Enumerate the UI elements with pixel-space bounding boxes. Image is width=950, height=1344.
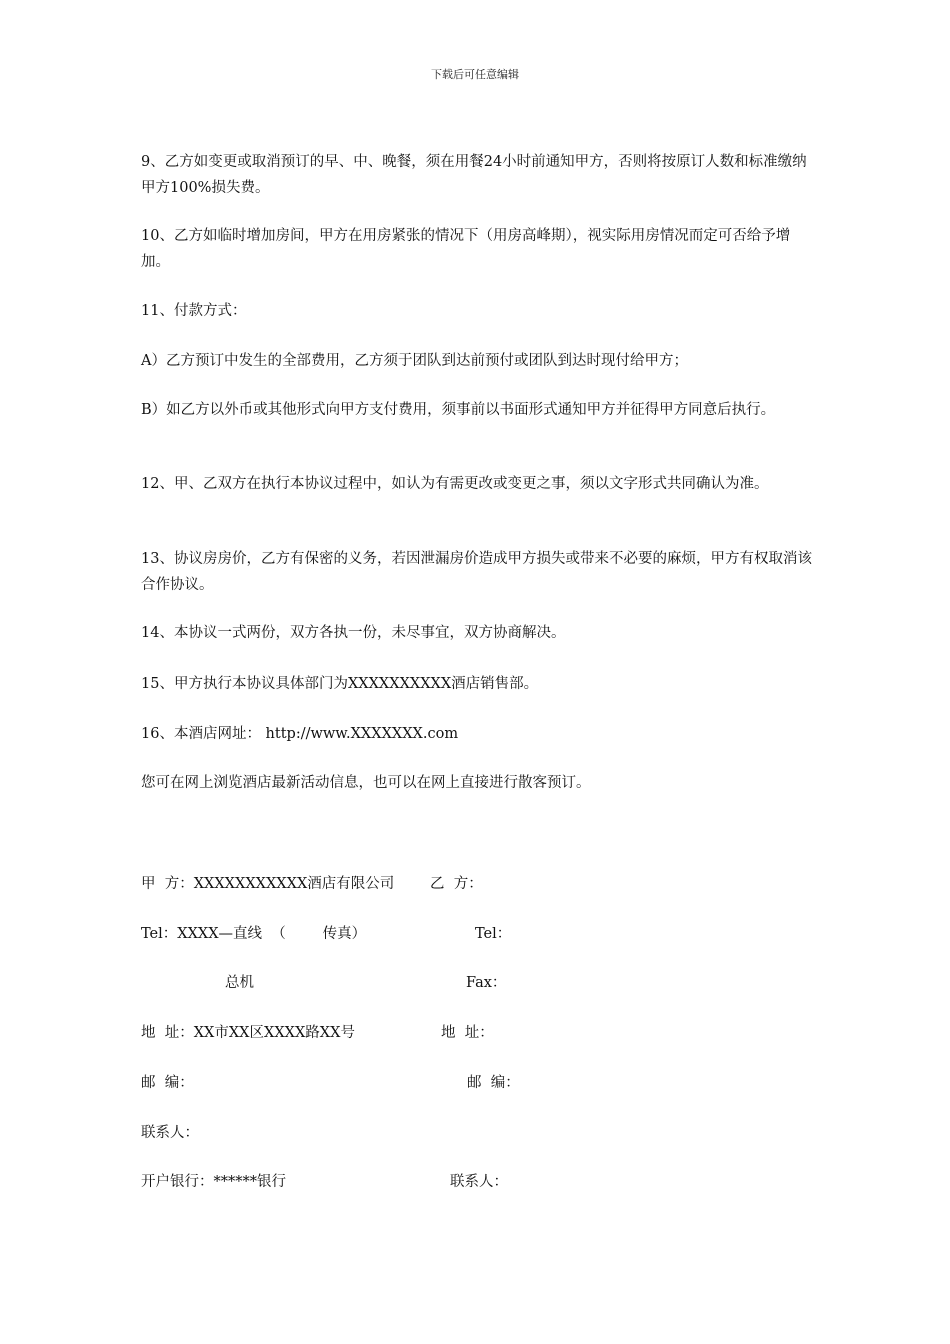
clause-11-b: B）如乙方以外币或其他形式向甲方支付费用，须事前以书面形式通知甲方并征得甲方同意后执行。 — [141, 402, 776, 418]
clause-15: 15、甲方执行本协议具体部门为XXXXXXXXXX酒店销售部。 — [141, 676, 539, 692]
party-a-postcode: 邮 编： — [141, 1075, 194, 1091]
clause-16: 16、本酒店网址： http://www.XXXXXXX.com — [141, 726, 459, 742]
party-a-switchboard: 总机 — [225, 975, 254, 991]
party-b-contact: 联系人： — [450, 1174, 508, 1190]
party-a-bank: 开户银行：******银行 — [141, 1174, 286, 1190]
party-b-address: 地 址： — [441, 1025, 494, 1041]
party-a-contact: 联系人： — [141, 1125, 199, 1141]
party-a-name: 甲 方：XXXXXXXXXXX酒店有限公司 — [141, 876, 395, 892]
party-a-tel: Tel：XXXX—直线 （ 传真） — [141, 926, 367, 942]
party-b-tel: Tel： — [475, 926, 512, 942]
clause-10: 10、乙方如临时增加房间，甲方在用房紧张的情况下（用房高峰期），视实际用房情况而定可否给予增加。 — [141, 228, 791, 270]
clause-11: 11、付款方式： — [141, 303, 247, 319]
clause-9: 9、乙方如变更或取消预订的早、中、晚餐，须在用餐24小时前通知甲方，否则将按原订人数和标准缴纳甲方100%损失费。 — [141, 154, 807, 196]
clause-12: 12、甲、乙双方在执行本协议过程中，如认为有需更改或变更之事，须以文字形式共同确认为准。 — [141, 476, 769, 492]
party-b-fax: Fax： — [466, 975, 507, 991]
clause-11-a: A）乙方预订中发生的全部费用，乙方须于团队到达前预付或团队到达时现付给甲方； — [141, 353, 688, 369]
party-b-postcode: 邮 编： — [467, 1075, 520, 1091]
page-header: 下载后可任意编辑 — [431, 68, 519, 81]
clause-13: 13、协议房房价，乙方有保密的义务，若因泄漏房价造成甲方损失或带来不必要的麻烦，甲方有权取消该合作协议。 — [141, 551, 812, 593]
party-a-address: 地 址：XX市XX区XXXX路XX号 — [141, 1025, 355, 1041]
clause-14: 14、本协议一式两份，双方各执一份，未尽事宜，双方协商解决。 — [141, 625, 566, 641]
party-b-name: 乙 方： — [430, 876, 483, 892]
closing-note: 您可在网上浏览酒店最新活动信息，也可以在网上直接进行散客预订。 — [141, 775, 591, 791]
